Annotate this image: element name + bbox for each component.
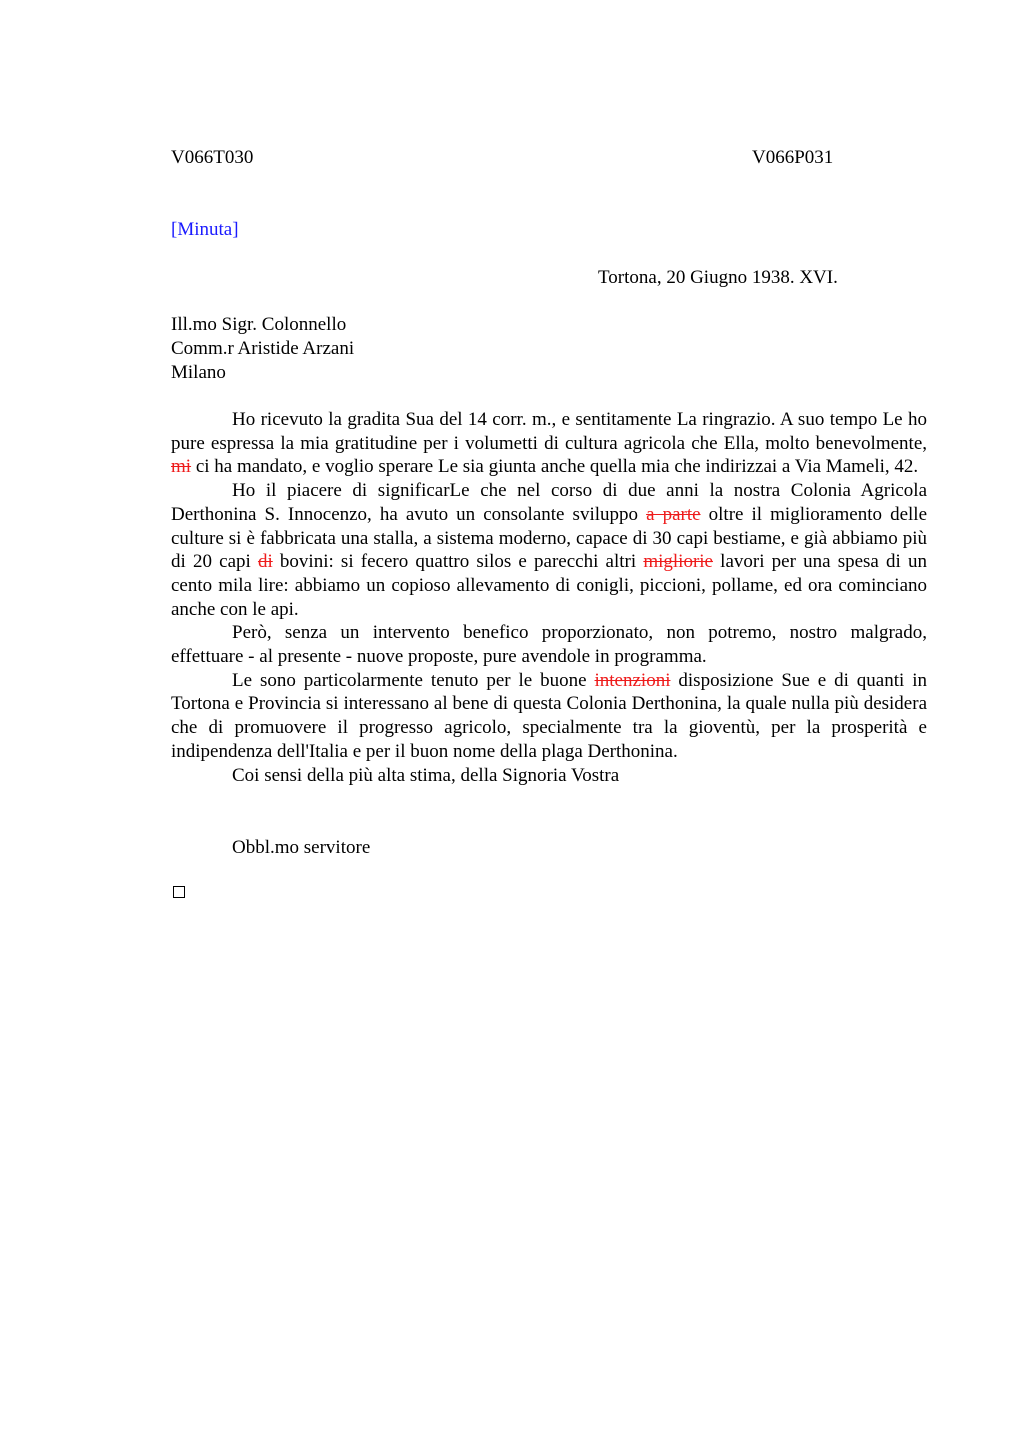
text-run: Coi sensi della più alta stima, della Signoria Vostra (232, 764, 620, 786)
recipient-address (171, 313, 354, 385)
struck-word: a parte (646, 503, 701, 525)
address-line: Ill.mo Sigr. Colonnello (171, 314, 347, 335)
struck-word: migliorie (643, 551, 713, 573)
minuta-label: [Minuta] (171, 219, 239, 240)
text-run: Le sono particolarmente tenuto per le buone (232, 669, 595, 691)
paragraph-1 (171, 408, 927, 479)
paragraph-2 (171, 479, 927, 621)
text-run: oltre il miglioramento delle culture si è fabbricata una stalla, a sistema moderno, capace di 30 capi bestiame, e già abbiamo più di 20 capi (171, 503, 928, 573)
text-run: disposizione Sue e di quanti in Tortona e Provincia si interessano al bene di questa Colonia Derthonina, la quale nulla più desidera che di promuovere il progresso agricolo, specialmente tra la gioventù, per la prosperità e indipendenza dell'Italia e per il buon nome della plaga Derthonina. (171, 669, 927, 762)
archive-code-left: V066T030 (171, 147, 254, 168)
dateline: Tortona, 20 Giugno 1938. XVI. (598, 267, 838, 288)
address-line: Comm.r Aristide Arzani (171, 338, 355, 359)
address-line: Milano (171, 362, 226, 383)
letter-body (171, 408, 927, 787)
text-run: lavori per una spesa di un cento mila lire: abbiamo un copioso allevamento di conigli, piccioni, pollame, ed ora cominciano anche con le api. (171, 551, 927, 620)
paragraph-3 (171, 621, 927, 668)
text-run: Però, senza un intervento benefico proporzionato, non potremo, nostro malgrado, effettuare - al presente - nuove proposte, pure avendole in programma. (171, 622, 927, 668)
struck-word: mi (171, 456, 192, 478)
text-run: Ho il piacere di significarLe che nel corso di due anni la nostra Colonia Agricola Derthonina S. Innocenzo, ha avuto un consolante sviluppo (171, 480, 927, 525)
struck-word: di (257, 551, 273, 573)
paragraph-4 (171, 669, 927, 764)
text-run: ci ha mandato, e voglio sperare Le sia giunta anche quella mia che indirizzai a Via Mameli, 42. (191, 456, 919, 478)
paragraph-5 (171, 764, 927, 788)
archive-code-right: V066P031 (752, 147, 834, 168)
text-run: Ho ricevuto la gradita Sua del 14 corr. m., e sentitamente La ringrazio. A suo tempo Le ho pure espressa la mia gratitudine per i volumetti di cultura agricola che Ella, molto benevolmente, (171, 409, 927, 454)
checkbox[interactable] (173, 886, 185, 898)
struck-word: intenzioni (594, 669, 671, 691)
signature-line: Obbl.mo servitore (232, 837, 371, 858)
text-run: bovini: si fecero quattro silos e parecchi altri (272, 551, 644, 573)
